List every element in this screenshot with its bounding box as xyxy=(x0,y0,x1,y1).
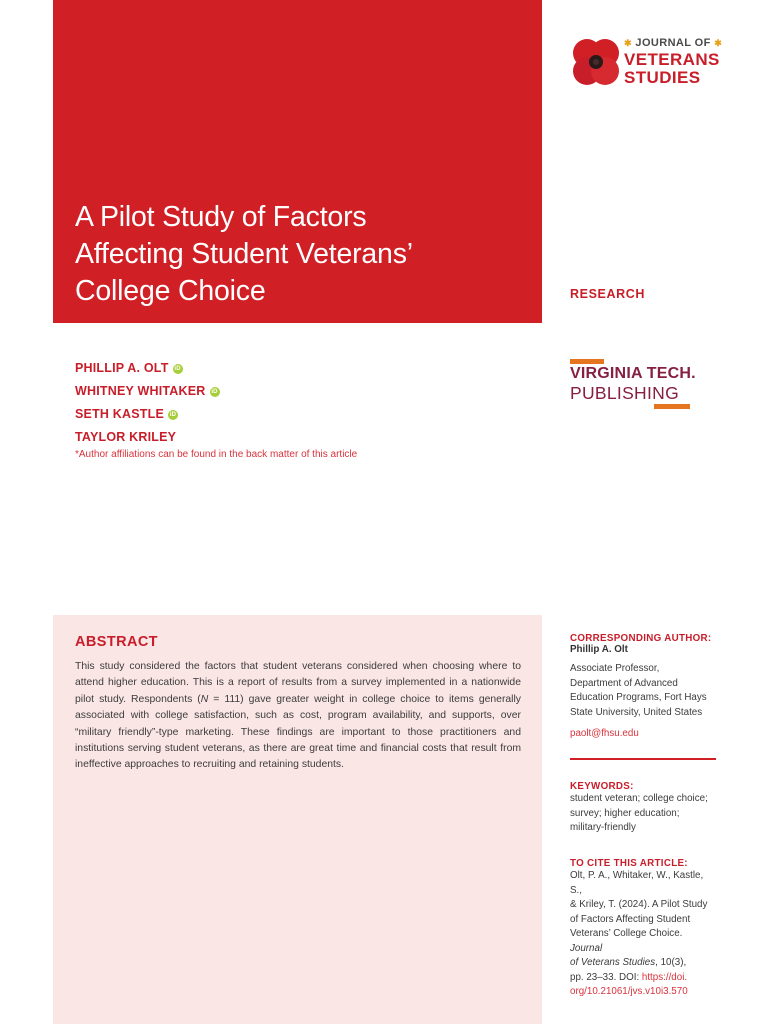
affiliation-note: *Author affiliations can be found in the back matter of this article xyxy=(75,449,358,460)
logo-bar xyxy=(654,404,690,409)
author-name[interactable]: PHILLIP A. OLT iD xyxy=(75,361,181,375)
title-line: College Choice xyxy=(75,275,266,307)
title-line: A Pilot Study of Factors xyxy=(75,201,367,233)
author-position: Associate Professor, Department of Advanced Education Programs, Fort Hays State University, United States xyxy=(570,663,707,718)
author-name[interactable]: TAYLOR KRILEY xyxy=(75,430,177,444)
keywords xyxy=(570,781,716,836)
orcid-icon[interactable]: iD xyxy=(211,388,218,395)
publisher-name-line: PUBLISHING xyxy=(570,383,679,403)
article-title xyxy=(75,199,515,310)
journal-name-line: STUDIES xyxy=(624,68,701,87)
title-line: Affecting Student Veterans’ xyxy=(75,238,413,270)
doi-link[interactable]: org/10.21061/jvs.v10i3.570 xyxy=(570,986,688,997)
section-heading: KEYWORDS: xyxy=(570,781,634,792)
keyword-list: student veteran; college choice; survey; higher education; military-friendly xyxy=(570,793,708,833)
citation xyxy=(570,858,716,1000)
publisher-logo xyxy=(570,359,700,409)
author-name[interactable]: WHITNEY WHITAKER iD xyxy=(75,384,218,398)
author-name: Phillip A. Olt xyxy=(570,644,628,655)
abstract-heading: ABSTRACT xyxy=(75,634,158,650)
author-name[interactable]: SETH KASTLE iD xyxy=(75,407,177,421)
star-icon: ✱ xyxy=(714,38,723,48)
article-type: RESEARCH xyxy=(570,287,645,301)
poppy-icon xyxy=(570,36,622,88)
section-heading: TO CITE THIS ARTICLE: xyxy=(570,858,688,869)
corresponding-author xyxy=(570,633,716,739)
star-icon: ✱ xyxy=(624,38,632,48)
section-heading: CORRESPONDING AUTHOR: xyxy=(570,633,712,644)
journal-name-line: VETERANS xyxy=(624,50,720,69)
doi-link[interactable]: https://doi. xyxy=(641,971,688,983)
journal-of-text: JOURNAL OF xyxy=(635,37,711,49)
logo-bar xyxy=(570,359,604,364)
divider xyxy=(570,758,716,760)
abstract-text: This study considered the factors that student veterans considered when choosing where to attend higher education. This is a report of results from a survey implemented in a nationwide pilot study. Respondents (N = 111) gave greater weight in college choice to items generally associated with college satisfaction, such as cost, program availability, and supports, over “military friendly”-type marketing. These findings are important to those practitioners and institutions serving student veterans, as there are great time and financial costs that result from ineffective approaches to recruiting and retaining students. xyxy=(75,661,521,771)
citation-text: Olt, P. A., Whitaker, W., Kastle, S., & Kriley, T. (2024). A Pilot Study of Factors Affecting Student Veterans’ College Choice. Journal of Veterans Studies, 10(3), pp. 23–33. DOI: https://doi. org/10.21061/jvs.v10i3.570 xyxy=(570,869,716,1000)
orcid-icon[interactable]: iD xyxy=(169,411,177,418)
publisher-name-line: VIRGINIA TECH. xyxy=(570,365,696,382)
orcid-icon[interactable]: iD xyxy=(174,365,181,372)
author-list xyxy=(75,357,435,460)
journal-logo xyxy=(570,36,730,92)
email-link[interactable]: paolt@fhsu.edu xyxy=(570,728,639,739)
